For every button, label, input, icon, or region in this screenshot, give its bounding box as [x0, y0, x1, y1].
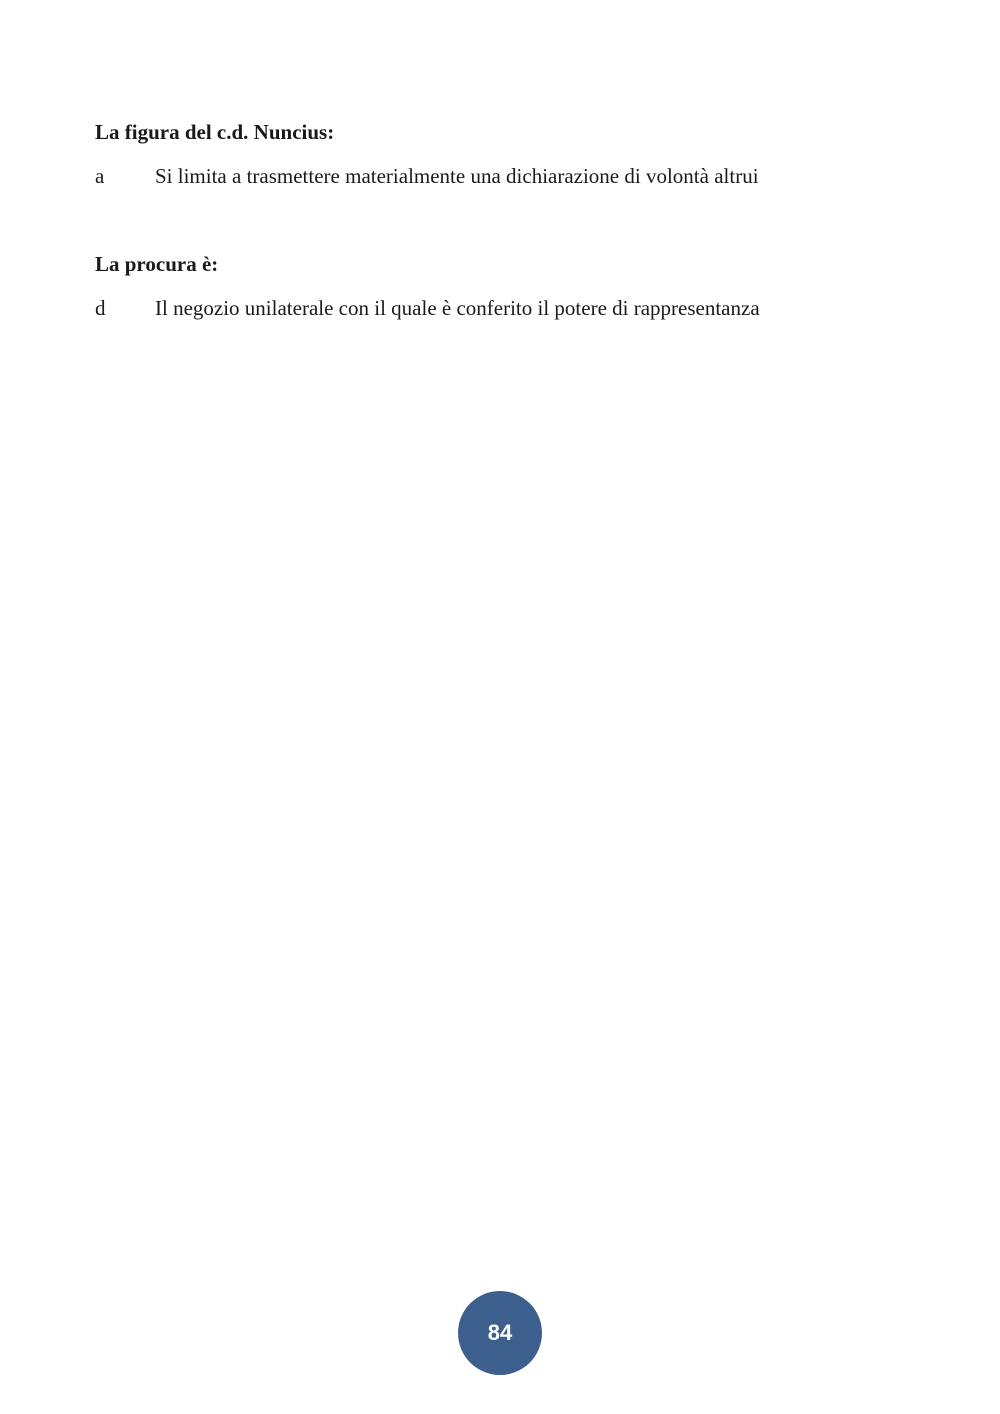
answer-text: Si limita a trasmettere materialmente una dichiarazione di volontà altrui [155, 164, 759, 188]
answer-row [95, 294, 915, 322]
question-title: La procura è: [95, 252, 219, 276]
page-number-badge [458, 1291, 542, 1375]
question-title: La figura del c.d. Nuncius: [95, 120, 335, 144]
answer-text: Il negozio unilaterale con il quale è conferito il potere di rappresentanza [155, 296, 760, 320]
question-block-1 [95, 118, 915, 190]
answer-letter: d [95, 296, 106, 320]
question-block-2 [95, 250, 915, 322]
answer-row [95, 162, 915, 190]
answer-letter: a [95, 164, 105, 188]
page-number: 84 [487, 1320, 513, 1345]
